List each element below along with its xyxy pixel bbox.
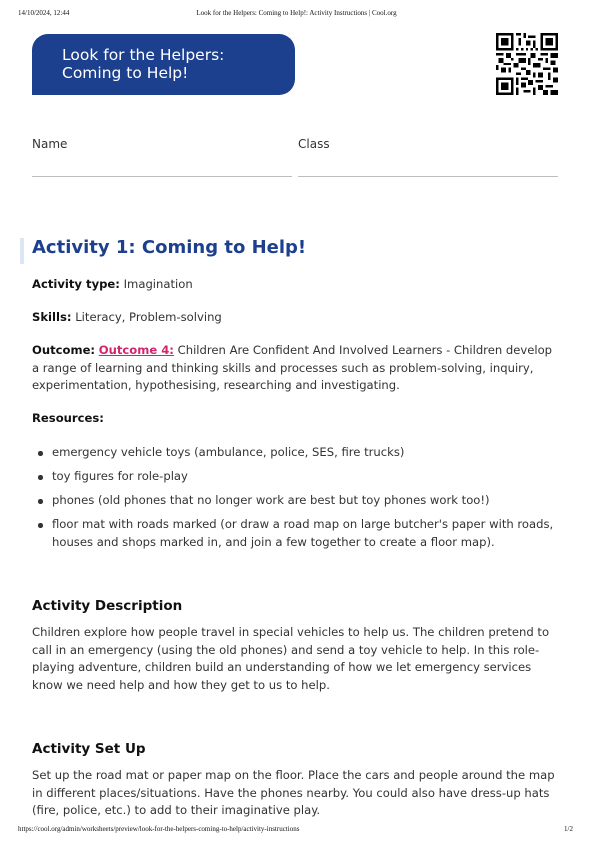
resources-list [32,444,560,558]
outcome-label: Outcome: [32,343,96,357]
activity-skills [32,309,560,327]
resources-heading [32,410,560,428]
activity-type-value: Imagination [123,277,193,291]
skills-value: Literacy, Problem-solving [75,310,222,324]
activity-type [32,276,560,294]
resource-item: floor mat with roads marked (or draw a road map on large butcher's paper with roads, houses and shops marked in, and join a few together to create a floor map). [32,516,560,551]
worksheet-banner [32,34,295,95]
banner-title-line1: Look for the Helpers: [62,46,225,64]
resource-item: toy figures for role-play [32,468,560,486]
activity-title: Activity 1: Coming to Help! [32,237,307,258]
qr-code-icon [496,33,558,95]
banner-title-line2: Coming to Help! [62,64,189,82]
class-field[interactable] [298,176,558,177]
activity-outcome [32,342,560,395]
activity-accent-bar [20,238,24,264]
page-number: 1/2 [564,825,573,833]
activity-type-label: Activity type: [32,277,120,291]
print-url: https://cool.org/admin/worksheets/preview/look-for-the-helpers-coming-to-help/activity-instructions [18,825,300,833]
resource-item: phones (old phones that no longer work are best but toy phones work too!) [32,492,560,510]
setup-text: Set up the road mat or paper map on the floor. Place the cars and people around the map in different places/situations. Have the phones nearby. You could also have dress-up hats (fire, police, etc.) to add to their imaginative play. [32,768,555,817]
setup-heading: Activity Set Up [32,741,146,757]
description-heading: Activity Description [32,598,183,614]
resources-label: Resources: [32,411,104,425]
description-text: Children explore how people travel in special vehicles to help us. The children pretend to call in an emergency (using the old phones) and send a toy vehicle to help. In this role-playing adventure, children build an understanding of how we let emergency services know we need help and how they get to us to help. [32,625,550,692]
skills-label: Skills: [32,310,72,324]
class-label: Class [298,137,330,151]
resource-item: emergency vehicle toys (ambulance, police, SES, fire trucks) [32,444,560,462]
outcome-link[interactable]: Outcome 4: [98,343,174,357]
print-title: Look for the Helpers: Coming to Help!: Activity Instructions | Cool.org [196,9,397,17]
name-field[interactable] [32,176,292,177]
outcome-text: Children Are Confident And Involved Learners - Children develop a range of learning and thinking skills and processes such as problem-solving, inquiry, experimentation, hypothesising, researching and investigating. [32,343,553,392]
print-datetime: 14/10/2024, 12:44 [18,9,70,17]
name-label: Name [32,137,68,151]
